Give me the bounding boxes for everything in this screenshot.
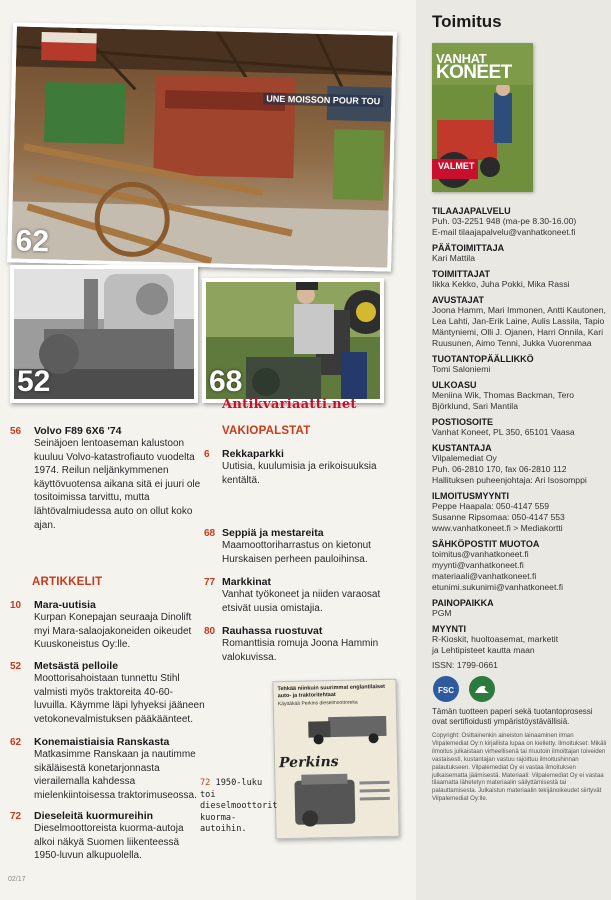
info-line: PGM bbox=[432, 608, 452, 618]
item-title: Metsästä pelloile bbox=[34, 660, 119, 672]
info-blocks bbox=[432, 206, 607, 803]
item-title: Konemaistiaisia Ranskasta bbox=[34, 736, 170, 748]
info-line: toimitus@vanhatkoneet.fi bbox=[432, 549, 529, 559]
cover-badge: VALMET bbox=[438, 161, 475, 171]
info-head: MYYNTI bbox=[432, 624, 467, 634]
info-block bbox=[432, 206, 607, 238]
page-number-62: 62 bbox=[15, 224, 50, 259]
lead-number: 56 bbox=[10, 426, 22, 437]
item-body: Maamoottoriharrastus on kietonut Hurskaisen perheen pauloihinsa. bbox=[222, 540, 371, 565]
eco-logos bbox=[432, 675, 607, 703]
list-item bbox=[10, 599, 206, 652]
info-line: Joona Hamm, Mari Immonen, Antti Kautonen, Lea Lahti, Jan-Erik Laine, Aulis Lassila, Tapio Mäntyniemi, Olli J. Ojanen, Harri Onnila, Kari Ruusunen, Aimo Tenni, Jukka Vuorenmaa bbox=[432, 305, 606, 348]
top-photo bbox=[7, 22, 397, 271]
item-title: Mara-uutisia bbox=[34, 599, 96, 611]
swan-label-icon bbox=[468, 675, 496, 703]
item-body: Moottorisahoistaan tunnettu Stihl valmisti myös traktoreita 40-60-luvuilla. Käymme läpi lyhyeksi jääneen vetokonevalmistuksen pääkäänteet. bbox=[34, 673, 205, 725]
item-title: Markkinat bbox=[222, 576, 272, 588]
fsc-text: FSC bbox=[438, 686, 454, 695]
info-block bbox=[432, 417, 607, 438]
page-number-68: 68 bbox=[209, 365, 243, 398]
item-number: 62 bbox=[10, 737, 22, 748]
info-block bbox=[432, 443, 607, 486]
info-head: SÄHKÖPOSTIT MUOTOA bbox=[432, 539, 540, 549]
info-block bbox=[432, 243, 607, 264]
paper-note: Tämän tuotteen paperi sekä tuotantoprosessi ovat sertifioidusti ympäristöystävällisiä. bbox=[432, 707, 593, 726]
lead-body: Seinäjoen lentoaseman kalustoon kuuluu Volvo-katastrofiauto vuodelta 1974. Reilun neljänkymmenen käyttövuotensa aikana sitä ei juuri ole tositoimissa tarvittu, mutta lähtövalmiudessa auto on ollut koko ajan. bbox=[34, 438, 201, 531]
item-title: Dieseleitä kuormureihin bbox=[34, 810, 154, 822]
info-head: PÄÄTOIMITTAJA bbox=[432, 243, 505, 253]
info-line: Vanhat Koneet, PL 350, 65101 Vaasa bbox=[432, 427, 575, 437]
info-line: www.vanhatkoneet.fi > Mediakortti bbox=[432, 523, 563, 533]
ad-caption bbox=[200, 778, 280, 836]
info-block bbox=[432, 624, 607, 656]
copyright-text: Copyright: Osittainenkin aineiston lainaaminen ilman Vilpalemediat Oy:n kirjallista lupaa on kielletty. Ilmoitukset: Mikäli ilmoitus julkaistaan virheellisenä tai muutoin ilmoittajan toiveiden vastaisesti, kustantajan vastuu rajoittuu ilmoitushinnan palautukseen. Vilpalemediat Oy ei vastaa ilmoituksen julkaisematta jäämisestä. Materiaali: Vilpalemediat Oy ei vastaa tilaamatta lähetetyn materiaalin säilyttämisestä tai palauttamisesta. Julkaistun materiaalin tekijänoikeudet siirtyvät Vilpalemediat Oy:lle. bbox=[432, 732, 607, 803]
cover-photo bbox=[432, 85, 533, 192]
item-number: 72 bbox=[10, 811, 22, 822]
info-line: etunimi.sukunimi@vanhatkoneet.fi bbox=[432, 582, 564, 592]
item-body: Vanhat työkoneet ja niiden varaosat etsivät uusia omistajia. bbox=[222, 589, 381, 614]
info-block bbox=[432, 598, 607, 619]
ad-sub: Käyttäkää Perkins dieselmoottoreita bbox=[277, 699, 358, 708]
item-body: Kurpan Konepajan seuraaja Dinolift myi Mara-salaojakoneiden oikeudet Kuuskoneistus Oy:lle. bbox=[34, 612, 192, 651]
info-line: Peppe Haapala: 050-4147 559 bbox=[432, 501, 550, 511]
info-block bbox=[432, 539, 607, 593]
info-line: Puh. 03-2251 948 (ma-pe 8.30-16.00) bbox=[432, 216, 577, 226]
info-line: Vilpalemediat Oy bbox=[432, 453, 497, 463]
ad-caption-text: 1950-luku toi dieselmoottorit kuorma-autoihin. bbox=[200, 778, 278, 834]
info-head: TUOTANTOPÄÄLLIKKÖ bbox=[432, 354, 534, 364]
photo-banner: UNE MOISSON POUR TOU bbox=[263, 92, 383, 107]
list-item bbox=[204, 625, 400, 664]
lead-entry bbox=[10, 425, 206, 532]
info-line: Meniina Wik, Thomas Backman, Tero Björklund, Sari Mantila bbox=[432, 390, 575, 411]
item-number: 10 bbox=[10, 600, 22, 611]
item-body: Dieselmoottoreista kuorma-autoja alkoi näkyä Suomen liikenteessä 1950-luvun alkupuolella. bbox=[34, 823, 184, 862]
info-head: TOIMITTAJAT bbox=[432, 269, 490, 279]
info-head: KUSTANTAJA bbox=[432, 443, 492, 453]
item-body: Romanttisia romuja Joona Hammin valokuvissa. bbox=[222, 638, 379, 663]
perkins-ad bbox=[272, 679, 399, 840]
ad-caption-number: 72 bbox=[200, 778, 211, 788]
fsc-logo-icon bbox=[432, 675, 460, 703]
info-head: AVUSTAJAT bbox=[432, 295, 485, 305]
info-line: E-mail tilaajapalvelu@vanhatkoneet.fi bbox=[432, 227, 576, 237]
issn: ISSN: 1799-0661 bbox=[432, 660, 498, 670]
item-title: Rauhassa ruostuvat bbox=[222, 625, 323, 637]
info-line: myynti@vanhatkoneet.fi bbox=[432, 560, 524, 570]
info-line: materiaali@vanhatkoneet.fi bbox=[432, 571, 537, 581]
info-head: ILMOITUSMYYNTI bbox=[432, 491, 509, 501]
sidebar-title: Toimitus bbox=[432, 12, 502, 31]
engine-illustration bbox=[279, 771, 396, 833]
list-item bbox=[10, 810, 206, 863]
info-line: Tomi Saloniemi bbox=[432, 364, 491, 374]
info-block bbox=[432, 491, 607, 534]
info-head: PAINOPAIKKA bbox=[432, 598, 494, 608]
middle-right-photo bbox=[202, 278, 384, 403]
list-item bbox=[10, 660, 206, 726]
info-line: Susanne Ripsomaa: 050-4147 553 bbox=[432, 512, 565, 522]
info-block bbox=[432, 295, 607, 349]
info-line: Hallituksen puheenjohtaja: Ari Isosomppi bbox=[432, 475, 587, 485]
page-number-52: 52 bbox=[17, 365, 51, 398]
info-head: TILAAJAPALVELU bbox=[432, 206, 511, 216]
museum-hall-image bbox=[11, 26, 397, 271]
item-body: Matkasimme Ranskaan ja nautimme sikäläisestä konetarjonnasta vierailemalla kahdessa mielenkiintoisessa traktorimuseossa. bbox=[34, 749, 197, 801]
info-block bbox=[432, 269, 607, 290]
list-item bbox=[204, 527, 400, 566]
item-body: Uutisia, kuulumisia ja erikoisuuksia kentältä. bbox=[222, 461, 377, 486]
info-line: Iikka Kekko, Juha Pokki, Mika Rassi bbox=[432, 279, 570, 289]
info-block bbox=[432, 354, 607, 375]
truck-illustration bbox=[278, 708, 395, 750]
watermark: Antikvariaatti.net bbox=[222, 397, 357, 412]
ad-header: Tehkää niinkuin suurimmat englantilaiset auto- ja traktoritehtaat bbox=[277, 683, 386, 699]
sidebar bbox=[416, 0, 611, 900]
artikkelit-heading: ARTIKKELIT bbox=[32, 576, 103, 588]
item-number: 68 bbox=[204, 528, 216, 539]
item-number: 80 bbox=[204, 626, 216, 637]
cover-logo-top: VANHAT bbox=[436, 51, 487, 66]
vakiopalstat-heading: VAKIOPALSTAT bbox=[222, 425, 311, 437]
info-block bbox=[432, 380, 607, 412]
info-head: ULKOASU bbox=[432, 380, 477, 390]
info-line: Kari Mattila bbox=[432, 253, 475, 263]
page-footer: 02/17 bbox=[8, 876, 26, 883]
info-line: R-Kioskit, huoltoasemat, marketit bbox=[432, 634, 559, 644]
list-item bbox=[204, 576, 400, 615]
item-number: 6 bbox=[204, 449, 210, 460]
item-number: 52 bbox=[10, 661, 22, 672]
info-head: POSTIOSOITE bbox=[432, 417, 494, 427]
info-line: ja Lehtipisteet kautta maan bbox=[432, 645, 535, 655]
item-title: Seppiä ja mestareita bbox=[222, 527, 324, 539]
info-line: Puh. 06-2810 170, fax 06-2810 112 bbox=[432, 464, 567, 474]
item-number: 77 bbox=[204, 577, 216, 588]
ad-brand: Perkins bbox=[278, 754, 339, 772]
cover-logo-bottom: KONEET bbox=[436, 62, 512, 83]
list-item bbox=[10, 736, 206, 802]
list-item bbox=[204, 448, 400, 487]
item-title: Rekkaparkki bbox=[222, 448, 284, 460]
middle-left-photo bbox=[10, 265, 198, 403]
lead-title: Volvo F89 6X6 '74 bbox=[34, 425, 122, 437]
magazine-cover bbox=[432, 43, 533, 192]
